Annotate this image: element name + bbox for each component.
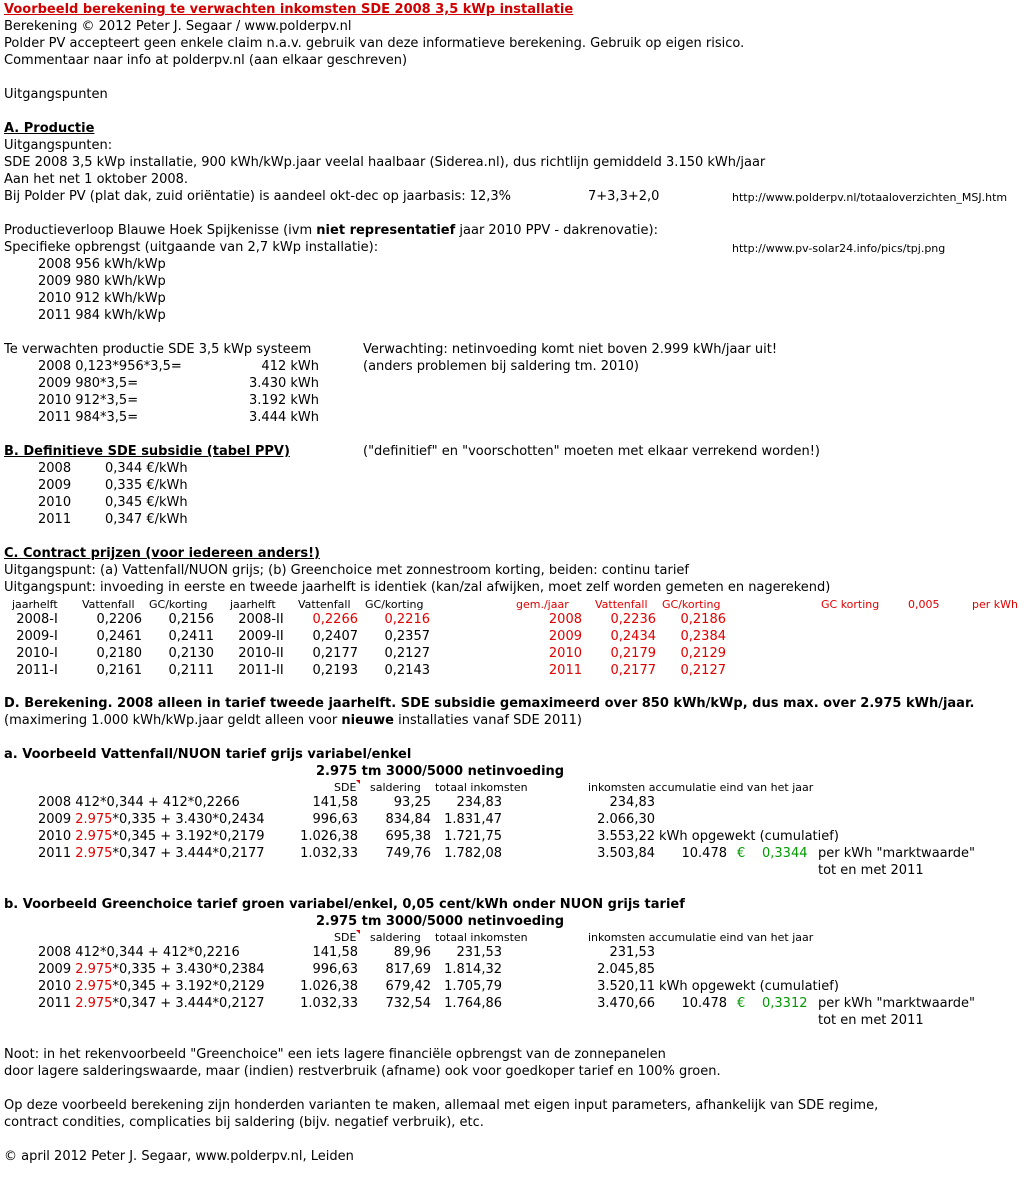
section-a-line-4: Bij Polder PV (plat dak, zuid oriëntatie) is aandeel okt-dec op jaarbasis: 12,3% [4, 189, 512, 204]
example-a-price-note: per kWh "marktwaarde" [818, 846, 975, 861]
example-a-heading: a. Voorbeeld Vattenfall/NUON tarief grijs variabel/enkel [4, 747, 412, 762]
year: 2009 [38, 962, 72, 977]
price-cell: 0,2161 [96, 663, 142, 678]
example-b-accum-2011: 3.470,66 [597, 996, 655, 1011]
section-d-note-post: installaties vanaf SDE 2011) [393, 713, 582, 728]
price-cell: 2008 [548, 612, 582, 627]
productieverloop-pre: Productieverloop Blauwe Hoek Spijkenisse (ivm [4, 223, 317, 238]
example-b-until: tot en met 2011 [818, 1013, 924, 1028]
gc-korting-unit: per kWh [972, 598, 1018, 611]
col-header-vattenfall-1: Vattenfall [82, 598, 135, 611]
price-cell: 2010-I [16, 646, 58, 661]
example-b-sde-2010: 1.026,38 [300, 979, 358, 994]
section-d-note-pre: (maximering 1.000 kWh/kWp.jaar geldt alleen voor [4, 713, 342, 728]
section-b-heading: B. Definitieve SDE subsidie (tabel PPV) [4, 444, 290, 459]
formula: 412*0,344 + 412*0,2266 [75, 795, 240, 810]
price-cell: 2008-II [238, 612, 284, 627]
price-cell: 0,2266 [312, 612, 358, 627]
expected-formula-2011: 2011 984*3,5= [38, 410, 139, 425]
price-cell: 0,2111 [168, 663, 214, 678]
example-a-col-accum: inkomsten accumulatie eind van het jaar [588, 781, 814, 794]
copyright-line: Berekening © 2012 Peter J. Segaar / www.polderpv.nl [4, 19, 352, 34]
example-a-col-totaal: totaal inkomsten [435, 781, 528, 794]
example-b-saldering-2008: 89,96 [393, 945, 431, 960]
subsidy-year-2011: 2011 [38, 512, 72, 527]
price-cell: 2009-I [16, 629, 58, 644]
price-cell: 0,2193 [312, 663, 358, 678]
uitgangspunten-label: Uitgangspunten [4, 87, 108, 102]
col-header-vattenfall-3: Vattenfall [595, 598, 648, 611]
yield-2009: 2009 980 kWh/kWp [38, 274, 166, 289]
subsidy-value-2008: 0,344 €/kWh [105, 461, 188, 476]
formula: *0,335 + 3.430*0,2434 [112, 812, 265, 827]
price-cell: 0,2143 [384, 663, 430, 678]
price-cell: 0,2216 [384, 612, 430, 627]
gc-korting-value: 0,005 [908, 598, 940, 611]
example-b-row-2010-formula [38, 978, 265, 995]
footer-note-1: Noot: in het rekenvoorbeeld "Greenchoice" een iets lagere financiële opbrengst van de zonnepanelen [4, 1047, 666, 1062]
section-b-note: ("definitief" en "voorschotten" moeten met elkaar verrekend worden!) [363, 444, 821, 459]
example-b-price: 0,3312 [762, 996, 808, 1011]
price-cell: 0,2127 [384, 646, 430, 661]
example-a-row-2009-formula [38, 811, 265, 828]
price-cell: 0,2130 [168, 646, 214, 661]
formula: *0,347 + 3.444*0,2127 [112, 996, 265, 1011]
section-a-heading: A. Productie [4, 121, 95, 136]
price-cell: 2009 [548, 629, 582, 644]
expected-formula-2010: 2010 912*3,5= [38, 393, 139, 408]
subsidy-value-2009: 0,335 €/kWh [105, 478, 188, 493]
footer-note-2: door lagere salderingswaarde, maar (indien) restverbruik (afname) ook voor goedkoper tarief en 100% groen. [4, 1064, 721, 1079]
example-b-col-sde: SDE [334, 931, 357, 944]
example-a-total-kwh: 10.478 [681, 846, 727, 861]
formula: *0,345 + 3.192*0,2179 [112, 829, 265, 844]
example-a-subheading: 2.975 tm 3000/5000 netinvoeding [316, 764, 565, 779]
example-b-accum-2008: 231,53 [609, 945, 655, 960]
price-cell: 0,2411 [168, 629, 214, 644]
section-a-line-3: Aan het net 1 oktober 2008. [4, 172, 189, 187]
example-b-totaal-2011: 1.764,86 [444, 996, 502, 1011]
pv-solar24-url-link[interactable]: http://www.pv-solar24.info/pics/tpj.png [732, 242, 946, 255]
example-a-row-2010-formula [38, 828, 265, 845]
col-header-gem-jaar: gem./jaar [516, 598, 569, 611]
example-b-row-2008-formula [38, 944, 240, 961]
price-cell: 0,2127 [680, 663, 726, 678]
example-a-saldering-2011: 749,76 [385, 846, 431, 861]
expected-value-2008: 412 kWh [261, 359, 319, 374]
example-b-accum-2009: 2.045,85 [597, 962, 655, 977]
col-header-gc-1: GC/korting [149, 598, 208, 611]
price-cell: 0,2177 [610, 663, 656, 678]
example-a-accum-2008: 234,83 [609, 795, 655, 810]
price-cell: 2010 [548, 646, 582, 661]
example-b-totaal-2009: 1.814,32 [444, 962, 502, 977]
subsidy-year-2008: 2008 [38, 461, 72, 476]
subsidy-value-2011: 0,347 €/kWh [105, 512, 188, 527]
subsidy-year-2010: 2010 [38, 495, 72, 510]
example-b-price-note: per kWh "marktwaarde" [818, 996, 975, 1011]
example-b-saldering-2009: 817,69 [385, 962, 431, 977]
col-header-gc-3: GC/korting [662, 598, 721, 611]
page-title: Voorbeeld berekening te verwachten inkomsten SDE 2008 3,5 kWp installatie [4, 2, 574, 17]
disclaimer-line: Polder PV accepteert geen enkele claim n.a.v. gebruik van deze informatieve berekening. Gebruik op eigen risico. [4, 36, 745, 51]
example-a-col-sde: SDE [334, 781, 357, 794]
example-b-col-saldering: saldering [370, 931, 421, 944]
section-a-line-2: SDE 2008 3,5 kWp installatie, 900 kWh/kWp.jaar veelal haalbaar (Siderea.nl), dus richtlijn gemiddeld 3.150 kWh/jaar [4, 155, 766, 170]
red-value: 2.975 [75, 812, 113, 827]
red-value: 2.975 [75, 846, 113, 861]
example-b-totaal-2010: 1.705,79 [444, 979, 502, 994]
example-b-row-2009-formula [38, 961, 265, 978]
section-d-note-bold: nieuwe [341, 713, 394, 728]
col-header-jaarhelft-1: jaarhelft [12, 598, 58, 611]
productieverloop-post: jaar 2010 PPV - dakrenovatie): [455, 223, 658, 238]
example-a-euro-sign: € [737, 846, 746, 861]
example-b-totaal-2008: 231,53 [456, 945, 502, 960]
price-cell: 2011-I [16, 663, 58, 678]
example-b-sde-2011: 1.032,33 [300, 996, 358, 1011]
price-cell: 0,2384 [680, 629, 726, 644]
example-a-sde-2010: 1.026,38 [300, 829, 358, 844]
expected-formula-2008: 2008 0,123*956*3,5= [38, 359, 182, 374]
price-cell: 0,2236 [610, 612, 656, 627]
price-cell: 0,2434 [610, 629, 656, 644]
formula: *0,345 + 3.192*0,2129 [112, 979, 265, 994]
year: 2010 [38, 829, 72, 844]
example-b-col-accum: inkomsten accumulatie eind van het jaar [588, 931, 814, 944]
productieverloop-line [4, 222, 658, 239]
red-value: 2.975 [75, 962, 113, 977]
price-cell: 2009-II [238, 629, 284, 644]
example-b-subheading: 2.975 tm 3000/5000 netinvoeding [316, 914, 565, 929]
year: 2010 [38, 979, 72, 994]
yield-2011: 2011 984 kWh/kWp [38, 308, 166, 323]
example-b-euro-sign: € [737, 996, 746, 1011]
example-a-row-2011-formula [38, 845, 265, 862]
price-cell: 0,2206 [96, 612, 142, 627]
comments-line: Commentaar naar info at polderpv.nl (aan elkaar geschreven) [4, 53, 408, 68]
footer-copyright: © april 2012 Peter J. Segaar, www.polderpv.nl, Leiden [4, 1149, 354, 1164]
price-cell: 0,2461 [96, 629, 142, 644]
section-c-heading: C. Contract prijzen (voor iedereen anders!) [4, 546, 320, 561]
price-cell: 0,2357 [384, 629, 430, 644]
expectation-note: Verwachting: netinvoeding komt niet boven 2.999 kWh/jaar uit! [363, 342, 778, 357]
col-header-gc-2: GC/korting [365, 598, 424, 611]
example-a-saldering-2009: 834,84 [385, 812, 431, 827]
example-b-accum-2010: 3.520,11 [597, 979, 655, 994]
price-cell: 0,2180 [96, 646, 142, 661]
saldering-note: (anders problemen bij saldering tm. 2010) [363, 359, 639, 374]
example-a-sde-2008: 141,58 [312, 795, 358, 810]
specifieke-opbrengst-line: Specifieke opbrengst (uitgaande van 2,7 kWp installatie): [4, 240, 379, 255]
price-cell: 2011 [548, 663, 582, 678]
section-d-note [4, 712, 582, 729]
example-a-until: tot en met 2011 [818, 863, 924, 878]
example-a-totaal-2008: 234,83 [456, 795, 502, 810]
red-value: 2.975 [75, 829, 113, 844]
expected-production-heading: Te verwachten productie SDE 3,5 kWp systeem [4, 342, 312, 357]
example-a-sde-2009: 996,63 [312, 812, 358, 827]
gc-korting-label: GC korting [821, 598, 880, 611]
example-b-saldering-2011: 732,54 [385, 996, 431, 1011]
section-a-formula: 7+3,3+2,0 [588, 189, 660, 204]
section-c-line-1: Uitgangspunt: (a) Vattenfall/NUON grijs; (b) Greenchoice met zonnestroom korting, beiden: continu tarief [4, 563, 690, 578]
section-a-line-1: Uitgangspunten: [4, 138, 113, 153]
example-a-saldering-2010: 695,38 [385, 829, 431, 844]
year: 2009 [38, 812, 72, 827]
example-a-accum-2011: 3.503,84 [597, 846, 655, 861]
example-b-heading: b. Voorbeeld Greenchoice tarief groen variabel/enkel, 0,05 cent/kWh onder NUON grijs tarief [4, 897, 685, 912]
example-a-saldering-2008: 93,25 [393, 795, 431, 810]
footer-note-3: Op deze voorbeeld berekening zijn honderden varianten te maken, allemaal met eigen input parameters, afhankelijk van SDE regime, [4, 1098, 879, 1113]
formula: 412*0,344 + 412*0,2216 [75, 945, 240, 960]
productieverloop-bold: niet representatief [316, 223, 456, 238]
example-b-cumulative-note: kWh opgewekt (cumulatief) [659, 979, 839, 994]
red-value: 2.975 [75, 996, 113, 1011]
section-c-line-2: Uitgangspunt: invoeding in eerste en tweede jaarhelft is identiek (kan/zal afwijken, moet zelf worden gemeten en nagerekend) [4, 580, 831, 595]
expected-formula-2009: 2009 980*3,5= [38, 376, 139, 391]
price-cell: 0,2129 [680, 646, 726, 661]
yield-2008: 2008 956 kWh/kWp [38, 257, 166, 272]
formula: *0,335 + 3.430*0,2384 [112, 962, 265, 977]
example-b-sde-2009: 996,63 [312, 962, 358, 977]
expected-value-2009: 3.430 kWh [249, 376, 319, 391]
example-b-col-totaal: totaal inkomsten [435, 931, 528, 944]
year: 2008 [38, 795, 72, 810]
section-d-heading: D. Berekening. 2008 alleen in tarief tweede jaarhelft. SDE subsidie gemaximeerd over 850 kWh/kWp, dus max. over 2.975 kWh/jaar. [4, 696, 975, 711]
price-cell: 0,2156 [168, 612, 214, 627]
example-b-row-2011-formula [38, 995, 265, 1012]
year: 2011 [38, 996, 72, 1011]
example-a-cumulative-note: kWh opgewekt (cumulatief) [659, 829, 839, 844]
example-a-accum-2009: 2.066,30 [597, 812, 655, 827]
example-b-sde-2008: 141,58 [312, 945, 358, 960]
year: 2011 [38, 846, 72, 861]
year: 2008 [38, 945, 72, 960]
price-cell: 2008-I [16, 612, 58, 627]
example-a-price: 0,3344 [762, 846, 808, 861]
price-cell: 2011-II [238, 663, 284, 678]
yield-2010: 2010 912 kWh/kWp [38, 291, 166, 306]
polderpv-url-link[interactable]: http://www.polderpv.nl/totaaloverzichten_MSJ.htm [732, 191, 1008, 204]
expected-value-2011: 3.444 kWh [249, 410, 319, 425]
price-cell: 0,2186 [680, 612, 726, 627]
example-b-total-kwh: 10.478 [681, 996, 727, 1011]
subsidy-value-2010: 0,345 €/kWh [105, 495, 188, 510]
example-b-saldering-2010: 679,42 [385, 979, 431, 994]
red-value: 2.975 [75, 979, 113, 994]
example-a-row-2008-formula [38, 794, 240, 811]
price-cell: 2010-II [238, 646, 284, 661]
example-a-sde-2011: 1.032,33 [300, 846, 358, 861]
subsidy-year-2009: 2009 [38, 478, 72, 493]
example-a-accum-2010: 3.553,22 [597, 829, 655, 844]
price-cell: 0,2179 [610, 646, 656, 661]
expected-value-2010: 3.192 kWh [249, 393, 319, 408]
price-cell: 0,2177 [312, 646, 358, 661]
price-cell: 0,2407 [312, 629, 358, 644]
formula: *0,347 + 3.444*0,2177 [112, 846, 265, 861]
example-a-col-saldering: saldering [370, 781, 421, 794]
example-a-totaal-2009: 1.831,47 [444, 812, 502, 827]
col-header-vattenfall-2: Vattenfall [298, 598, 351, 611]
col-header-jaarhelft-2: jaarhelft [230, 598, 276, 611]
example-a-totaal-2011: 1.782,08 [444, 846, 502, 861]
footer-note-4: contract condities, complicaties bij saldering (bijv. negatief verbruik), etc. [4, 1115, 484, 1130]
example-a-totaal-2010: 1.721,75 [444, 829, 502, 844]
